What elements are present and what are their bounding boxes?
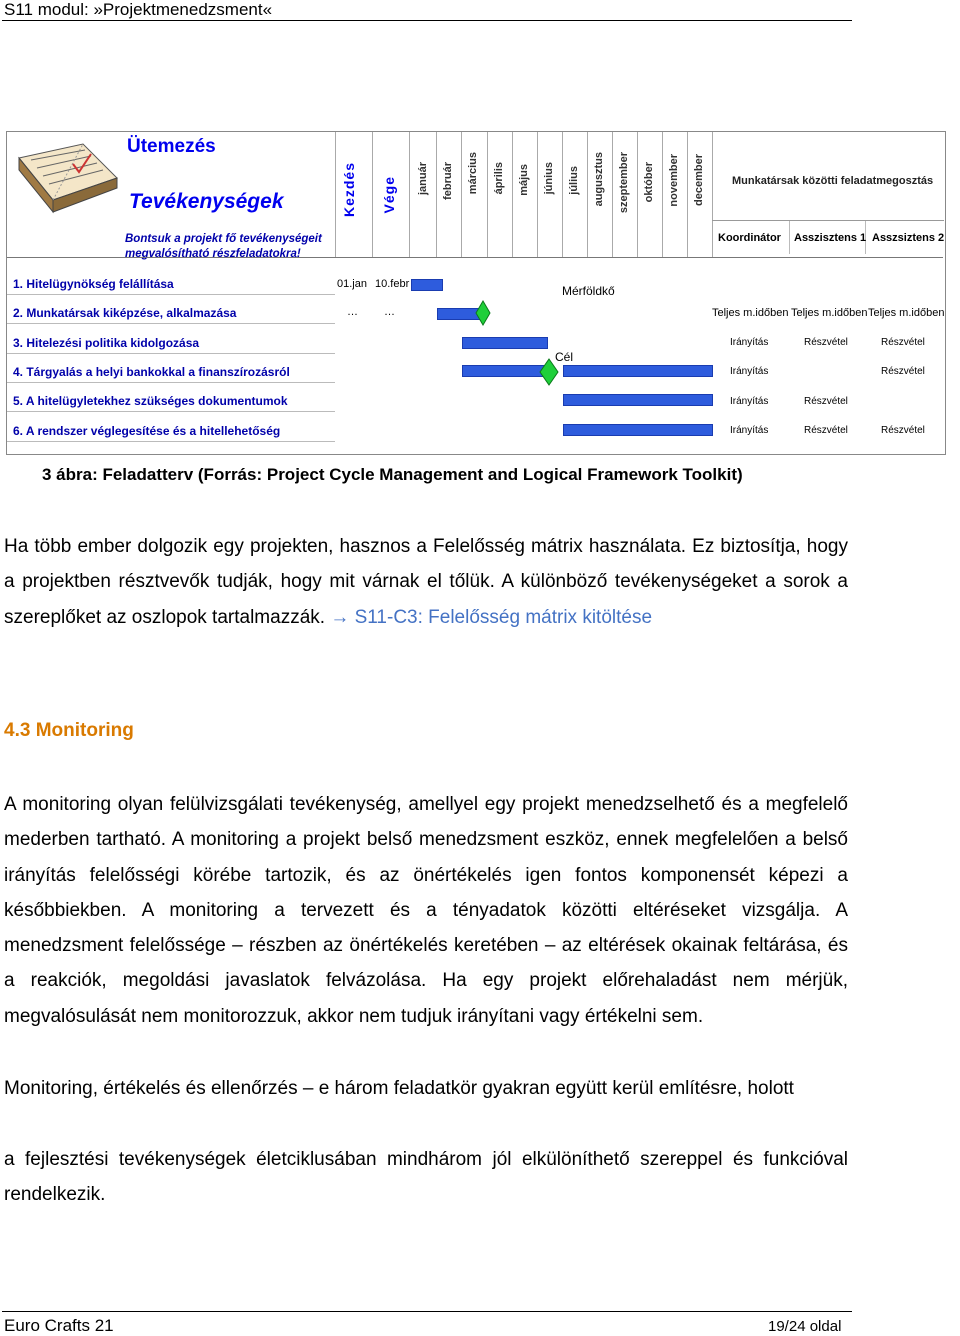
- task-row-label: 5. A hitelügyletekhez szükséges dokumentumok: [13, 394, 288, 408]
- column-end-header: Vége: [381, 176, 397, 214]
- footer-rule: [2, 1311, 852, 1312]
- role-cell: Részvétel: [804, 425, 848, 436]
- schedule-figure: [6, 131, 946, 455]
- task-start: …: [347, 306, 358, 318]
- section-heading: 4.3 Monitoring: [4, 720, 134, 741]
- role-cell: Teljes m.időben: [791, 307, 868, 319]
- role-cell: Teljes m.időben: [712, 307, 789, 319]
- gantt-bar: [462, 337, 548, 349]
- goal-label: Cél: [555, 350, 574, 364]
- month-label: április: [493, 162, 505, 195]
- arrow-right-icon: →: [330, 606, 350, 628]
- column-start-header: Kezdés: [341, 162, 357, 218]
- notebook-icon: [13, 138, 121, 218]
- task-row-label: 6. A rendszer véglegesítése és a hitellehetőség: [13, 424, 281, 438]
- month-label: március: [467, 152, 479, 195]
- role-cell: Részvétel: [881, 366, 925, 377]
- task-end: …: [384, 306, 395, 318]
- schedule-subtitle: Tevékenységek: [129, 190, 284, 213]
- month-label: június: [543, 162, 555, 195]
- month-label: október: [643, 162, 655, 203]
- staff-col-assistant-1: Asszisztens 1: [794, 232, 867, 244]
- month-label: február: [442, 162, 454, 200]
- gantt-bar: [563, 394, 713, 406]
- paragraph-monitoring-3: a fejlesztési tevékenységek életciklusában mindhárom jól elkülöníthető szereppel és funkcióval rendelkezik.: [4, 1149, 848, 1206]
- schedule-instruction: Bontsuk a projekt fő tevékenységeit megvalósítható részfeladatokra!: [125, 233, 322, 260]
- role-cell: Teljes m.időben: [868, 307, 945, 319]
- month-label: augusztus: [593, 152, 605, 207]
- month-label: november: [668, 154, 680, 207]
- paragraph-monitoring: A monitoring olyan felülvizsgálati tevékenység, amellyel egy projekt menedzselhető és a megfelelő mederben tartható. A monitoring a projekt belső menedzsment eszköz, ennek megfelelően a belső irányítás felelősségi körébe tartozik, és az önértékelés igen fontos komponensét képezi a későbbiekben. A monitoring a tervezett és a tényadatok közötti eltéréseket vizsgálja. A menedzsment felelőssége – részben az önértékelés keretében – az eltérések okainak feltárása, és a reakciók, megoldási javaslatok felvázolása. Ha egy projekt előrehaladást nem mérjük, megvalósulását nem monitorozzuk, akkor nem tudjuk irányítani vagy értékelni sem.: [4, 794, 848, 1027]
- month-label: július: [568, 166, 580, 195]
- month-label: december: [693, 154, 705, 206]
- responsibility-matrix-link[interactable]: S11-C3: Felelősség mátrix kitöltése: [354, 606, 653, 628]
- figure-caption: 3 ábra: Feladatterv (Forrás: Project Cycle Management and Logical Framework Toolkit): [42, 465, 743, 484]
- schedule-title: Ütemezés: [127, 136, 216, 157]
- role-cell: Részvétel: [804, 396, 848, 407]
- month-label: szeptember: [618, 152, 630, 214]
- task-row-label: 3. Hitelezési politika kidolgozása: [13, 336, 200, 350]
- paragraph-responsibility-matrix: [4, 529, 848, 635]
- gantt-bar: [563, 424, 713, 436]
- gantt-bar: [563, 365, 713, 377]
- milestone-diamond-icon: [475, 300, 491, 326]
- role-cell: Részvétel: [881, 425, 925, 436]
- role-cell: Részvétel: [881, 337, 925, 348]
- gantt-bar: [411, 279, 443, 291]
- page-header-title: S11 modul: »Projektmenedzsment«: [4, 0, 273, 19]
- footer-left: Euro Crafts 21: [4, 1316, 114, 1335]
- milestone-label: Mérföldkő: [562, 284, 615, 298]
- role-cell: Irányítás: [730, 366, 769, 377]
- month-label: január: [417, 162, 429, 196]
- month-label: május: [518, 164, 530, 196]
- staff-col-coordinator: Koordinátor: [718, 232, 781, 244]
- task-row-label: 1. Hitelügynökség felállítása: [13, 277, 174, 291]
- role-cell: Irányítás: [730, 396, 769, 407]
- staff-header: Munkatársak közötti feladatmegosztás: [732, 175, 934, 187]
- header-rule: [2, 20, 852, 21]
- paragraph-monitoring-2: Monitoring, értékelés és ellenőrzés – e három feladatkör gyakran együtt kerül említésre, holott: [4, 1078, 794, 1099]
- paragraph-text: Ha több ember dolgozik egy projekten, hasznos a Felelősség mátrix használata. Ez biztosítja, hogy a projektben résztvevők tudják, hogy mit várnak el tőlük. A különböző tevékenységeket a sorok a szereplőket az oszlopok tartalmazzák.: [4, 536, 848, 628]
- goal-diamond-icon: [539, 358, 559, 386]
- task-row-label: 2. Munkatársak kiképzése, alkalmazása: [13, 306, 237, 320]
- role-cell: Irányítás: [730, 425, 769, 436]
- role-cell: Részvétel: [804, 337, 848, 348]
- page-number: 19/24 oldal: [768, 1318, 842, 1335]
- gantt-bar: [462, 365, 548, 377]
- staff-col-assistant-2: Asszsiztens 2: [872, 232, 945, 244]
- role-cell: Irányítás: [730, 337, 769, 348]
- task-row-label: 4. Tárgyalás a helyi bankokkal a finanszírozásról: [13, 365, 290, 379]
- task-start: 01.jan: [337, 278, 367, 290]
- task-end: 10.febr: [375, 278, 410, 290]
